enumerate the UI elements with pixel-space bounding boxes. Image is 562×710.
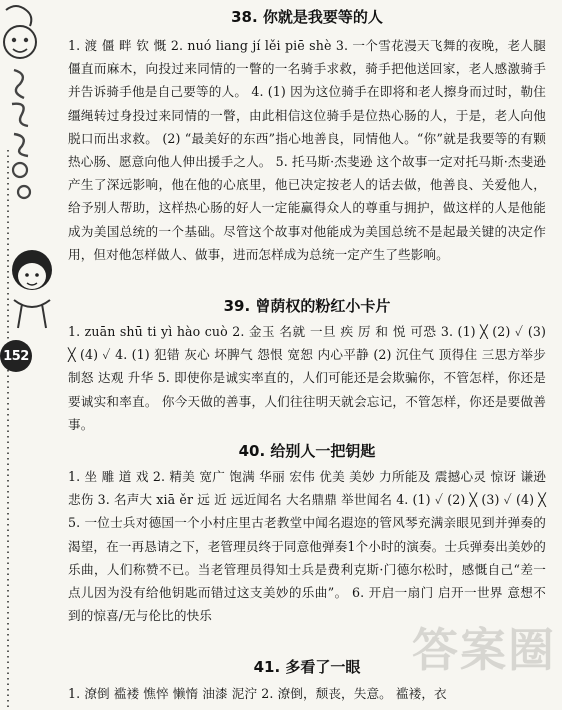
- cartoon-face-icon: [4, 6, 36, 58]
- answer-text-38: 1. 渡 僵 畔 钦 慨 2. nuó liang jí lěi piē shè 3. 一个雪花漫天飞舞的夜晚，老人腿僵直而麻木，向投过来同情的一瞥的一名骑手求救，骑手把他送回家，老人感激骑手并告诉骑手他是自己要等的人。 4. (1) 因为这位骑手在即将和老人擦身而过时，勒住缰绳转过身投过来同情的一瞥，由此相信这位骑手是位热心肠的人，于是，老人向他脱口而出求救。 (2) “最美好的东西”指心地善良，同情他人。“你”就是我要等的有颗热心肠、愿意向他人伸出援手之人。 5. 托马斯·杰斐逊 这个故事一定对托马斯·杰斐逊产生了深远影响，他在他的心底里，他已决定按老人的话去做，他善良、关爱他人，给予别人帮助，这样热心肠的好人一定能赢得众人的尊重与拥护，做这样的人是他能成为美国总统的一个基础。尽管这个故事对他能成为美国总统不是起最关键的决定作用，但对他怎样做人、做事，进而怎样成为总统一定产生了些影响。: [68, 38, 546, 262]
- answer-text-40: 1. 坐 雕 道 戏 2. 精美 宽广 饱满 华丽 宏伟 优美 美妙 力所能及 震撼心灵 惊讶 谦逊 悲伤 3. 名声大 xiā ěr 远 近 远近闻名 大名鼎鼎 举世闻名 4. (1) ✓ (2) ╳ (3) ✓ (4) ╳ 5. 一位士兵对德国一个小村庄里古老教堂中闻名遐迩的管风琴充满亲眼见到并弹奏的渴望，在一再恳请之下，老管理员终于同意他弹奏1个小时的演奏。士兵弹奏出美妙的乐曲，人们称赞不已。当老管理员得知士兵是费利克斯·门德尔松时，感慨自己“差一点儿因为没有给他钥匙而错过这支美妙的乐曲”。 6. 开启一扇门 启开一世界 意想不到的惊喜/无与伦比的快乐: [68, 469, 546, 624]
- cartoon-girl-icon: [12, 250, 52, 328]
- section-title-39: 39. 曾荫权的粉红小卡片: [223, 297, 391, 315]
- section-title-41: 41. 多看了一眼: [253, 658, 361, 676]
- answer-text-39: 1. zuān shū ti yì hào cuò 2. 金玉 名就 一旦 疾 厉 和 悦 可恐 3. (1) ╳ (2) ✓ (3) ╳ (4) ✓ 4. (1) 犯错 灰心 坏脾气 怨恨 宽恕 内心平静 (2) 沉住气 顶得住 三思方举步 制怒 达观 升华 5. 即使你是诚实率直的，人们可能还是会欺骗你，不管怎样，你还是要诚实和率直。 你今天做的善事，人们往往明天就会忘记，不管怎样，你还是要做善事。: [68, 324, 546, 432]
- answer-text-41: 1. 潦倒 褴褛 憔悴 懒惰 油漆 泥泞 2. 潦倒，颓丧，失意。 褴褛，衣: [68, 686, 447, 701]
- page-number-badge: 152: [0, 340, 32, 372]
- section-title-40: 40. 给别人一把钥匙: [238, 442, 376, 460]
- section-title-38: 38. 你就是我要等的人: [231, 8, 383, 26]
- watermark-logo: 答案圈: [412, 623, 556, 677]
